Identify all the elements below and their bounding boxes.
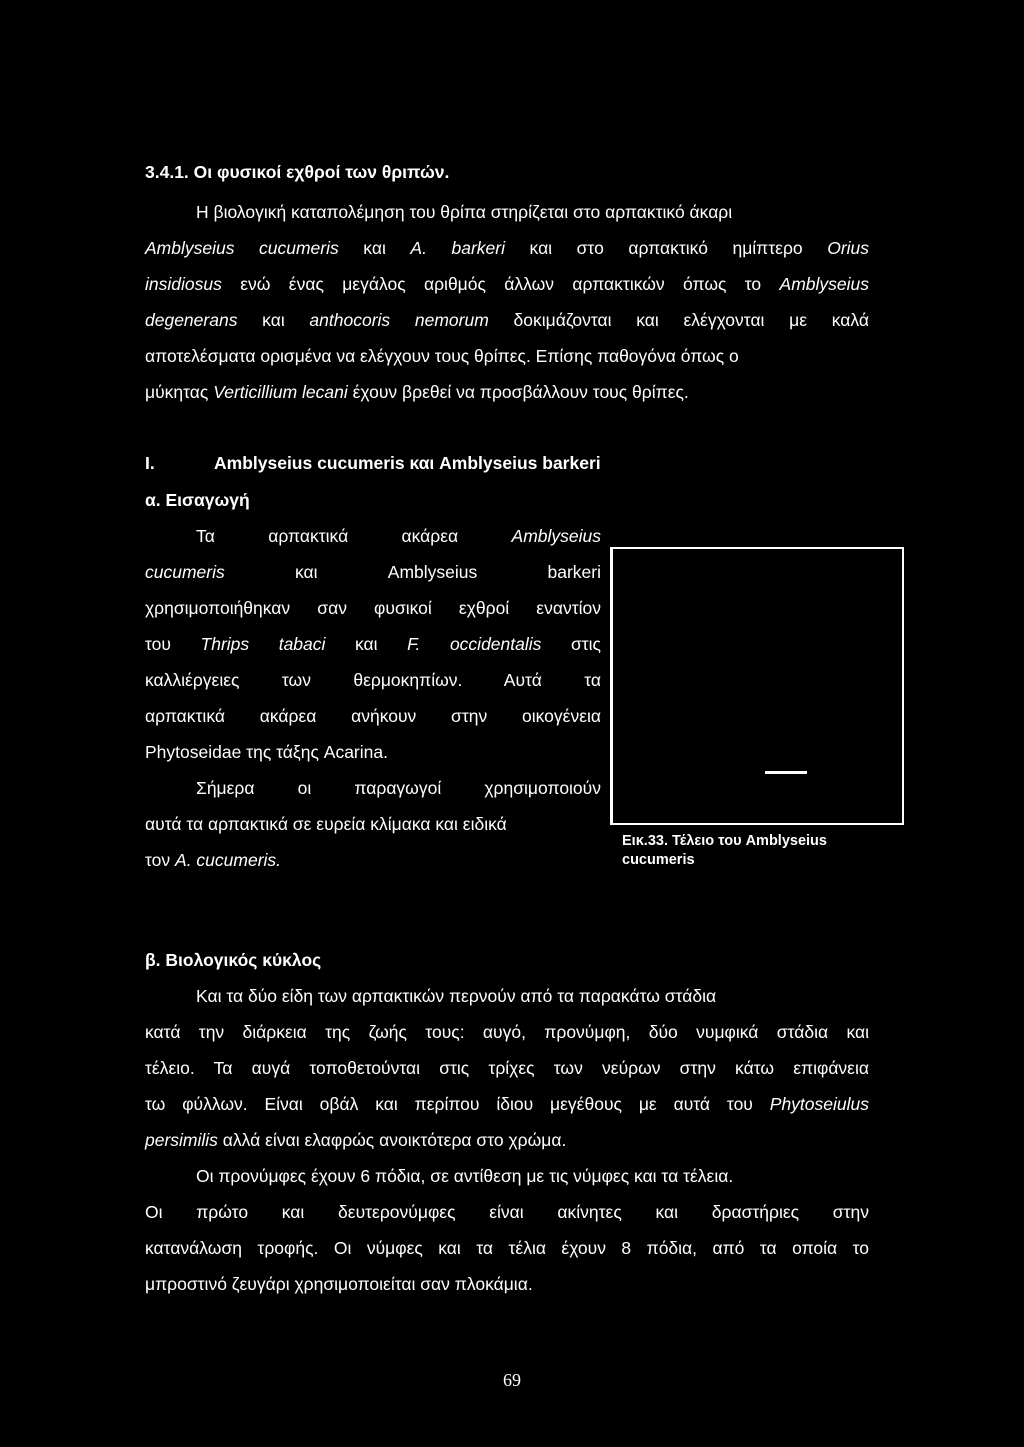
text: αλλά είναι ελαφρώς ανοικτότερα στο χρώμα. bbox=[217, 1130, 567, 1150]
intro-line-3 bbox=[145, 272, 869, 296]
text: ενώ ένας μεγάλος αριθμός άλλων αρπακτικών όπως το bbox=[221, 274, 780, 294]
text: και bbox=[325, 634, 408, 654]
section-heading: 3.4.1. Οι φυσικοί εχθροί των θριπών. bbox=[145, 162, 450, 182]
intro-para-line-2 bbox=[145, 560, 601, 584]
intro-line-2 bbox=[145, 236, 869, 260]
text: και bbox=[237, 310, 310, 330]
intro-para-line-10 bbox=[145, 848, 601, 872]
intro-para-line-9: αυτά τα αρπακτικά σε ευρεία κλίμακα και ειδικά bbox=[145, 814, 507, 834]
text: δοκιμάζονται και ελέγχονται με καλά bbox=[488, 310, 869, 330]
lifecycle-line-9: μπροστινό ζευγάρι χρησιμοποιείται σαν πλοκάμια. bbox=[145, 1274, 533, 1294]
intro-para-line-7: Phytoseidae της τάξης Acarina. bbox=[145, 742, 388, 762]
intro-line-6 bbox=[145, 380, 869, 404]
text: τον bbox=[145, 850, 176, 870]
species-name: F. occidentalis bbox=[407, 634, 542, 654]
intro-line-1: Η βιολογική καταπολέμηση του θρίπα στηρίζεται στο αρπακτικό άκαρι bbox=[196, 202, 733, 222]
species-name: A. cucumeris. bbox=[175, 850, 282, 870]
alpha-heading: α. Εισαγωγή bbox=[145, 490, 250, 510]
intro-line-4 bbox=[145, 308, 869, 332]
figure-caption bbox=[622, 832, 892, 870]
lifecycle-line-3: τέλειο. Τα αυγά τοποθετούνται στις τρίχες των νεύρων στην κάτω επιφάνεια bbox=[145, 1058, 869, 1078]
intro-para-line-6: αρπακτικά ακάρεα ανήκουν στην οικογένεια bbox=[145, 706, 601, 726]
subsection-title: Amblyseius cucumeris και Amblyseius barkeri bbox=[214, 453, 601, 473]
text: στις bbox=[541, 634, 601, 654]
intro-para-line-4 bbox=[145, 632, 601, 656]
text: και bbox=[338, 238, 411, 258]
lifecycle-line-5 bbox=[145, 1128, 869, 1152]
text: Τα αρπακτικά ακάρεα bbox=[196, 526, 512, 546]
text: μύκητας bbox=[145, 382, 214, 402]
intro-para-line-1 bbox=[196, 524, 601, 548]
figure-caption-line-1: Εικ.33. Τέλειο του Amblyseius bbox=[622, 833, 827, 849]
species-name: Phytoseiulus bbox=[769, 1094, 869, 1114]
lifecycle-line-7: Οι πρώτο και δευτερονύμφες είναι ακίνητες και δραστήριες στην bbox=[145, 1202, 869, 1222]
scale-bar bbox=[765, 771, 807, 774]
intro-para-line-8: Σήμερα οι παραγωγοί χρησιμοποιούν bbox=[196, 778, 601, 798]
lifecycle-line-1: Και τα δύο είδη των αρπακτικών περνούν από τα παρακάτω στάδια bbox=[196, 986, 717, 1006]
intro-para-line-5: καλλιέργειες των θερμοκηπίων. Αυτά τα bbox=[145, 670, 601, 690]
intro-line-5: αποτελέσματα ορισμένα να ελέγχουν τους θρίπες. Επίσης παθογόνα όπως ο bbox=[145, 346, 739, 366]
text: και στο αρπακτικό ημίπτερο bbox=[504, 238, 828, 258]
figure-caption-line-2: cucumeris bbox=[622, 852, 695, 868]
species-name: cucumeris bbox=[145, 562, 225, 582]
species-name: Orius bbox=[827, 238, 870, 258]
text: έχουν βρεθεί να προσβάλλουν τους θρίπες. bbox=[347, 382, 689, 402]
species-name: degenerans bbox=[145, 310, 238, 330]
page-number: 69 bbox=[503, 1370, 521, 1390]
species-name: anthocoris nemorum bbox=[309, 310, 489, 330]
text: και Amblyseius barkeri bbox=[224, 562, 601, 582]
text: τω φύλλων. Είναι οβάλ και περίπου ίδιου μεγέθους με αυτά του bbox=[145, 1094, 770, 1114]
species-name: Thrips tabaci bbox=[200, 634, 326, 654]
lifecycle-line-8: κατανάλωση τροφής. Οι νύμφες και τα τέλια έχουν 8 πόδια, από τα οποία το bbox=[145, 1238, 869, 1258]
species-name: Amblyseius bbox=[511, 526, 601, 546]
species-name: insidiosus bbox=[145, 274, 222, 294]
species-name: Amblyseius cucumeris bbox=[145, 238, 339, 258]
lifecycle-line-4 bbox=[145, 1092, 869, 1116]
lifecycle-line-2: κατά την διάρκεια της ζωής τους: αυγό, προνύμφη, δύο νυμφικά στάδια και bbox=[145, 1022, 869, 1042]
lifecycle-line-6: Οι προνύμφες έχουν 6 πόδια, σε αντίθεση με τις νύμφες και τα τέλεια. bbox=[196, 1166, 734, 1186]
subsection-number: I. bbox=[145, 453, 155, 473]
species-name: persimilis bbox=[145, 1130, 218, 1150]
intro-para-line-3: χρησιμοποιήθηκαν σαν φυσικοί εχθροί εναντίον bbox=[145, 598, 601, 618]
beta-heading: β. Βιολογικός κύκλος bbox=[145, 950, 322, 970]
species-name: Verticillium lecani bbox=[213, 382, 348, 402]
species-name: Amblyseius bbox=[779, 274, 869, 294]
text: του bbox=[145, 634, 201, 654]
species-name: A. barkeri bbox=[410, 238, 505, 258]
figure-image bbox=[610, 547, 904, 825]
